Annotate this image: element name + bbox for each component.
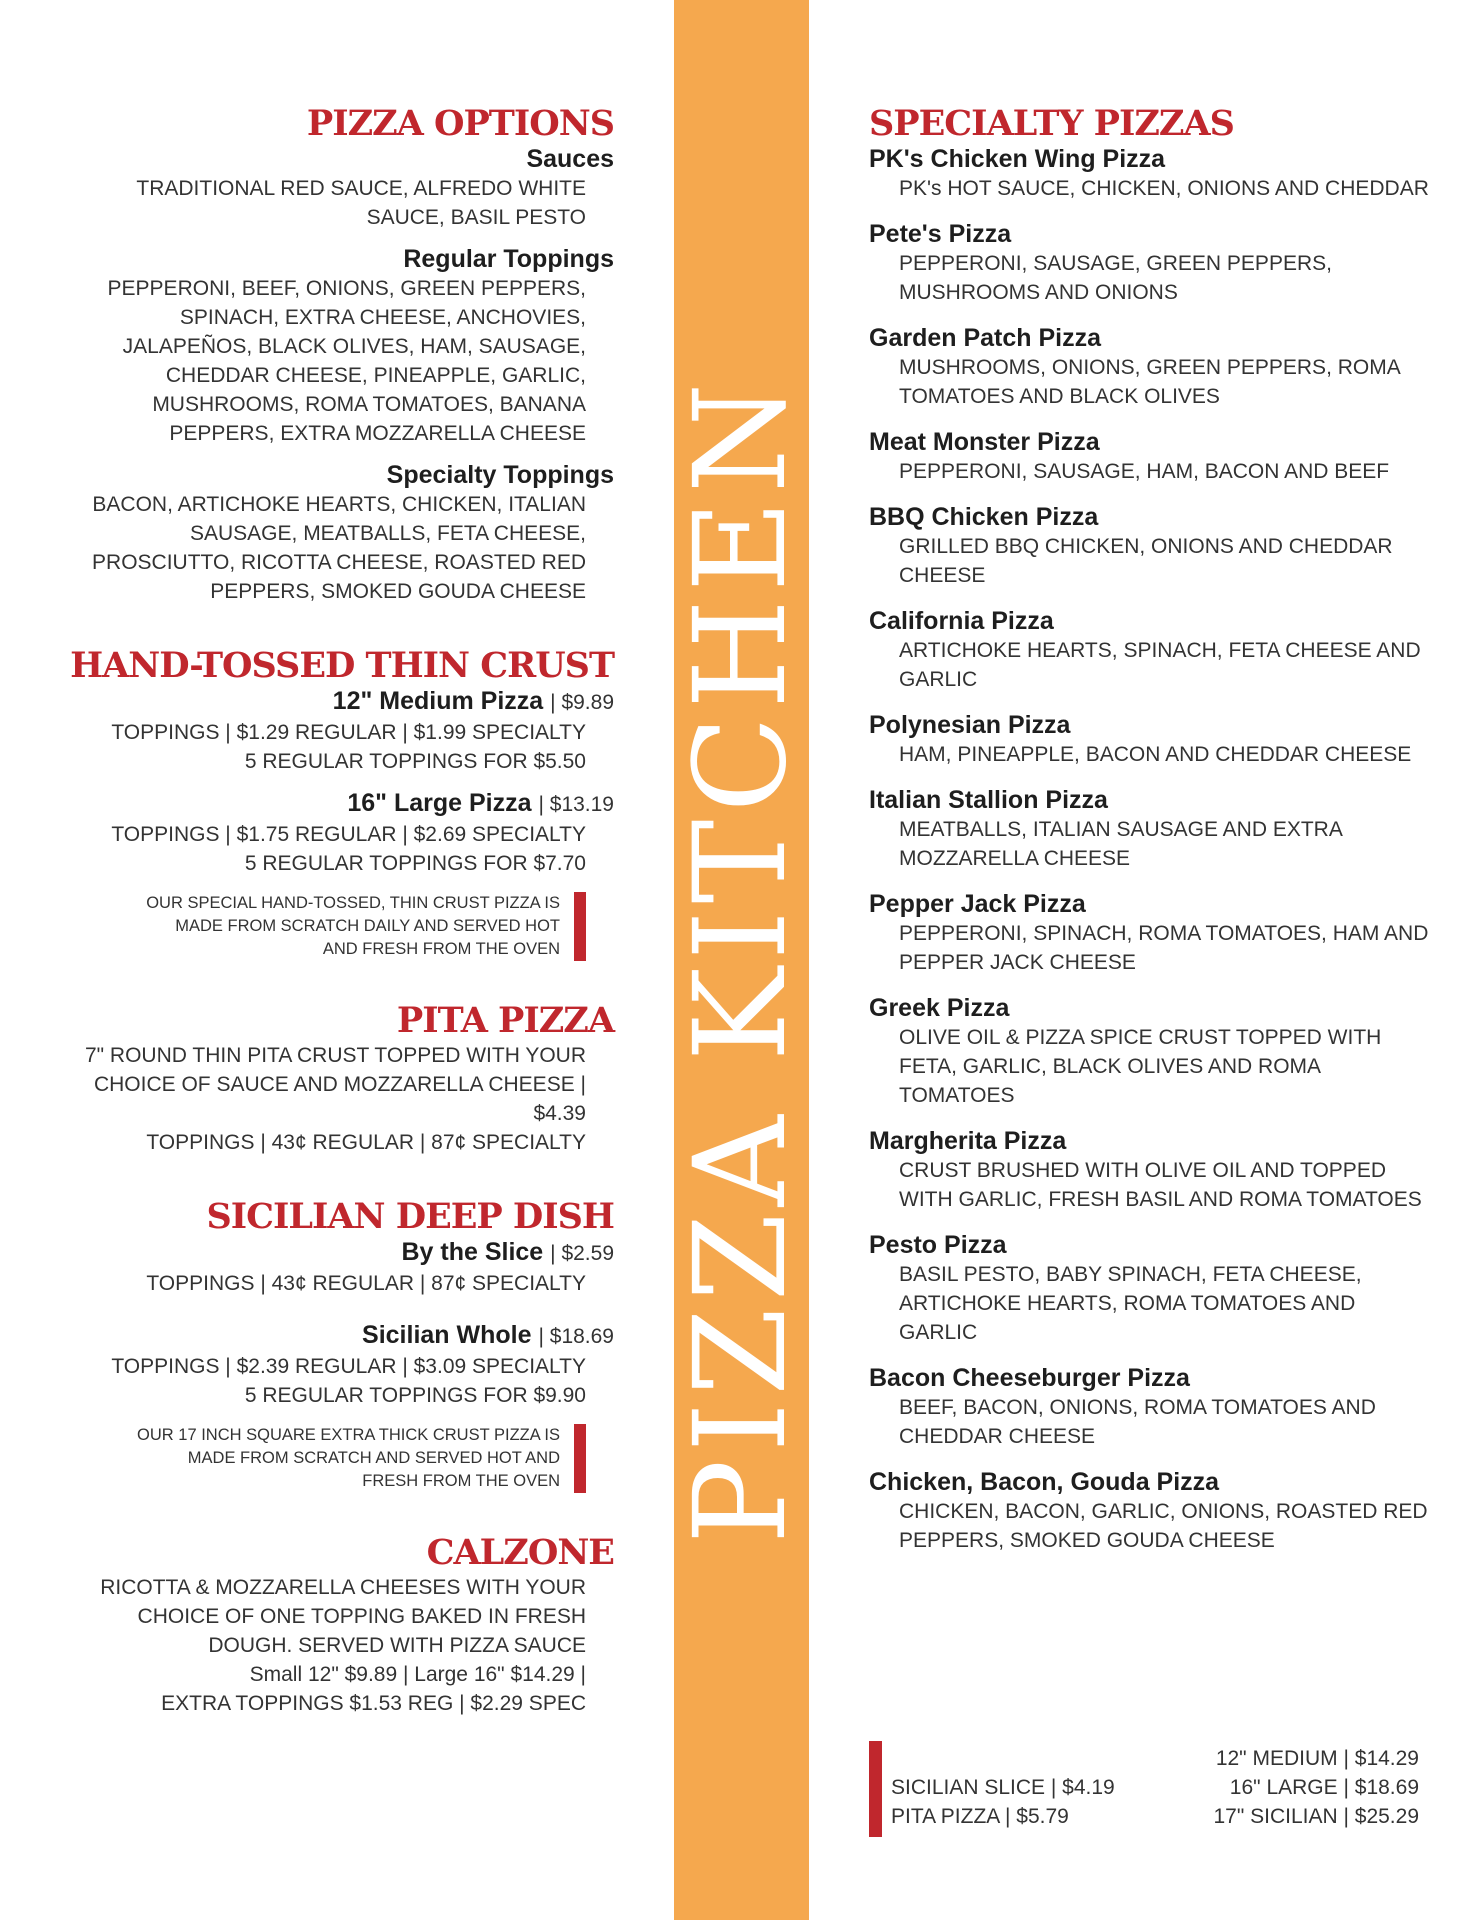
note-line: FRESH FROM THE OVEN [362,1472,560,1490]
specialty-item-desc: ARTICHOKE HEARTS, SPINACH, FETA CHEESE AND GARLIC [899,639,1421,691]
specialty-item-name: Greek Pizza [869,994,1010,1022]
specialty-item-name: Meat Monster Pizza [869,428,1100,456]
specialty-item-desc: PK's HOT SAUCE, CHICKEN, ONIONS AND CHEDDAR [899,177,1429,200]
specialty-item [869,219,1429,307]
specialty-item-desc: PEPPERONI, SPINACH, ROMA TOMATOES, HAM AND PEPPER JACK CHEESE [899,922,1429,974]
whole-price: | $18.69 [538,1325,614,1348]
calzone-title: CALZONE [426,1532,614,1573]
specialty-item-name: California Pizza [869,607,1054,635]
specialty-item [869,785,1429,873]
specialty-item [869,606,1429,694]
specialty-item [869,1363,1429,1451]
specialty-item [869,1126,1429,1214]
accent-bar [574,892,586,961]
sicilian-whole-price: 17" SICILIAN | $25.29 [1213,1805,1419,1828]
large-price: 16" LARGE | $18.69 [1229,1776,1419,1799]
pita-description: 7" ROUND THIN PITA CRUST TOPPED WITH YOUR CHOICE OF SAUCE AND MOZZARELLA CHEESE | $4.39 [84,1044,586,1125]
left-column [60,104,614,1718]
medium-deal: 5 REGULAR TOPPINGS FOR $5.50 [244,750,586,773]
slice-name: By the Slice [401,1238,544,1266]
large-toppings: TOPPINGS | $1.75 REGULAR | $2.69 SPECIALTY [111,823,586,846]
note-line: OUR SPECIAL HAND-TOSSED, THIN CRUST PIZZA IS [146,894,560,912]
slice-toppings: TOPPINGS | 43¢ REGULAR | 87¢ SPECIALTY [146,1272,586,1295]
specialty-item [869,1230,1429,1347]
specialty-item-name: Pesto Pizza [869,1231,1007,1259]
specialty-item-desc: BASIL PESTO, BABY SPINACH, FETA CHEESE, ARTICHOKE HEARTS, ROMA TOMATOES AND GARLIC [899,1263,1362,1344]
specialty-item-desc: CHICKEN, BACON, GARLIC, ONIONS, ROASTED RED PEPPERS, SMOKED GOUDA CHEESE [899,1500,1428,1552]
note-line: OUR 17 INCH SQUARE EXTRA THICK CRUST PIZZA IS [137,1426,560,1444]
pita-toppings: TOPPINGS | 43¢ REGULAR | 87¢ SPECIALTY [146,1131,586,1154]
large-pizza-price: | $13.19 [538,793,614,816]
specialty-pizzas-title: SPECIALTY PIZZAS [869,103,1234,144]
specialty-item-desc: PEPPERONI, SAUSAGE, GREEN PEPPERS, MUSHROOMS AND ONIONS [899,252,1332,304]
specialty-item [869,993,1429,1110]
specialty-item-name: Margherita Pizza [869,1127,1067,1155]
large-pizza-name: 16" Large Pizza [347,789,532,817]
large-pizza-line [60,788,614,820]
pita-pizza-title: PITA PIZZA [396,1000,614,1041]
large-deal: 5 REGULAR TOPPINGS FOR $7.70 [244,852,586,875]
calzone-extra: EXTRA TOPPINGS $1.53 REG | $2.29 SPEC [161,1692,586,1715]
specialty-item [869,323,1429,411]
specialty-item-desc: BEEF, BACON, ONIONS, ROMA TOMATOES AND CHEDDAR CHEESE [899,1396,1376,1448]
hand-tossed-title: HAND-TOSSED THIN CRUST [70,645,614,686]
specialty-toppings-text: BACON, ARTICHOKE HEARTS, CHICKEN, ITALIAN SAUSAGE, MEATBALLS, FETA CHEESE, PROSCIUTTO, RICOTTA CHEESE, ROASTED RED PEPPERS, SMOKED GOUDA CHEESE [92,493,586,603]
specialty-item-name: Pete's Pizza [869,220,1012,248]
sicilian-slice-price: SICILIAN SLICE | $4.19 [891,1776,1115,1799]
whole-deal: 5 REGULAR TOPPINGS FOR $9.90 [244,1384,586,1407]
pizza-options-title: PIZZA OPTIONS [306,103,614,144]
sicilian-title: SICILIAN DEEP DISH [206,1196,614,1237]
calzone-description: RICOTTA & MOZZARELLA CHEESES WITH YOUR CHOICE OF ONE TOPPING BAKED IN FRESH DOUGH. SERVED WITH PIZZA SAUCE [100,1576,586,1657]
specialty-item-name: PK's Chicken Wing Pizza [869,145,1166,173]
sauces-text: TRADITIONAL RED SAUCE, ALFREDO WHITE SAUCE, BASIL PESTO [136,177,586,229]
specialty-toppings-heading: Specialty Toppings [386,461,614,489]
slice-line [60,1237,614,1269]
specialty-list [869,144,1429,1555]
slice-price: | $2.59 [550,1242,614,1265]
note-line: AND FRESH FROM THE OVEN [322,940,560,958]
sauces-heading: Sauces [526,145,614,173]
specialty-item [869,1467,1429,1555]
regular-toppings-heading: Regular Toppings [403,245,614,273]
whole-toppings: TOPPINGS | $2.39 REGULAR | $3.09 SPECIALTY [111,1355,586,1378]
specialty-item-name: Pepper Jack Pizza [869,890,1086,918]
price-footer [869,1741,1429,1837]
pita-pizza-price: PITA PIZZA | $5.79 [891,1805,1069,1828]
specialty-item-name: Italian Stallion Pizza [869,786,1108,814]
whole-name: Sicilian Whole [362,1321,532,1349]
specialty-item-desc: OLIVE OIL & PIZZA SPICE CRUST TOPPED WITH FETA, GARLIC, BLACK OLIVES AND ROMA TOMATOES [899,1026,1382,1107]
specialty-item-desc: GRILLED BBQ CHICKEN, ONIONS AND CHEDDAR CHEESE [899,535,1393,587]
specialty-item-desc: PEPPERONI, SAUSAGE, HAM, BACON AND BEEF [899,460,1390,483]
specialty-item [869,710,1429,769]
medium-price: 12" MEDIUM | $14.29 [1215,1747,1419,1770]
hand-tossed-note [60,892,614,961]
whole-line [60,1320,614,1352]
regular-toppings-text: PEPPERONI, BEEF, ONIONS, GREEN PEPPERS, SPINACH, EXTRA CHEESE, ANCHOVIES, JALAPEÑOS, BLACK OLIVES, HAM, SAUSAGE, CHEDDAR CHEESE, PINEAPPLE, GARLIC, MUSHROOMS, ROMA TOMATOES, BANANA PEPPERS, EXTRA MOZZARELLA CHEESE [107,277,586,445]
specialty-item [869,502,1429,590]
note-line: MADE FROM SCRATCH DAILY AND SERVED HOT [175,917,560,935]
footer-right [1213,1744,1419,1831]
sicilian-note [60,1424,614,1493]
specialty-item [869,889,1429,977]
specialty-item-name: Polynesian Pizza [869,711,1071,739]
specialty-item-desc: CRUST BRUSHED WITH OLIVE OIL AND TOPPED WITH GARLIC, FRESH BASIL AND ROMA TOMATOES [899,1159,1422,1211]
specialty-item-name: Bacon Cheeseburger Pizza [869,1364,1190,1392]
specialty-item-desc: MUSHROOMS, ONIONS, GREEN PEPPERS, ROMA TOMATOES AND BLACK OLIVES [899,356,1400,408]
note-line: MADE FROM SCRATCH AND SERVED HOT AND [187,1449,560,1467]
specialty-item [869,427,1429,486]
medium-toppings: TOPPINGS | $1.29 REGULAR | $1.99 SPECIALTY [111,721,586,744]
specialty-item-name: Garden Patch Pizza [869,324,1102,352]
band-title: PIZZA KITCHEN [667,375,814,1545]
calzone-sizes: Small 12" $9.89 | Large 16" $14.29 | [249,1663,586,1686]
specialty-item-desc: HAM, PINEAPPLE, BACON AND CHEDDAR CHEESE [899,743,1412,766]
specialty-item-name: Chicken, Bacon, Gouda Pizza [869,1468,1220,1496]
accent-bar [869,1741,882,1837]
specialty-item-desc: MEATBALLS, ITALIAN SAUSAGE AND EXTRA MOZZARELLA CHEESE [899,818,1342,870]
specialty-item-name: BBQ Chicken Pizza [869,503,1099,531]
medium-pizza-name: 12" Medium Pizza [332,687,544,715]
medium-pizza-line [60,686,614,718]
accent-bar [574,1424,586,1493]
medium-pizza-price: | $9.89 [550,691,614,714]
footer-left [891,1773,1115,1831]
right-column [869,104,1429,1571]
specialty-item [869,144,1429,203]
